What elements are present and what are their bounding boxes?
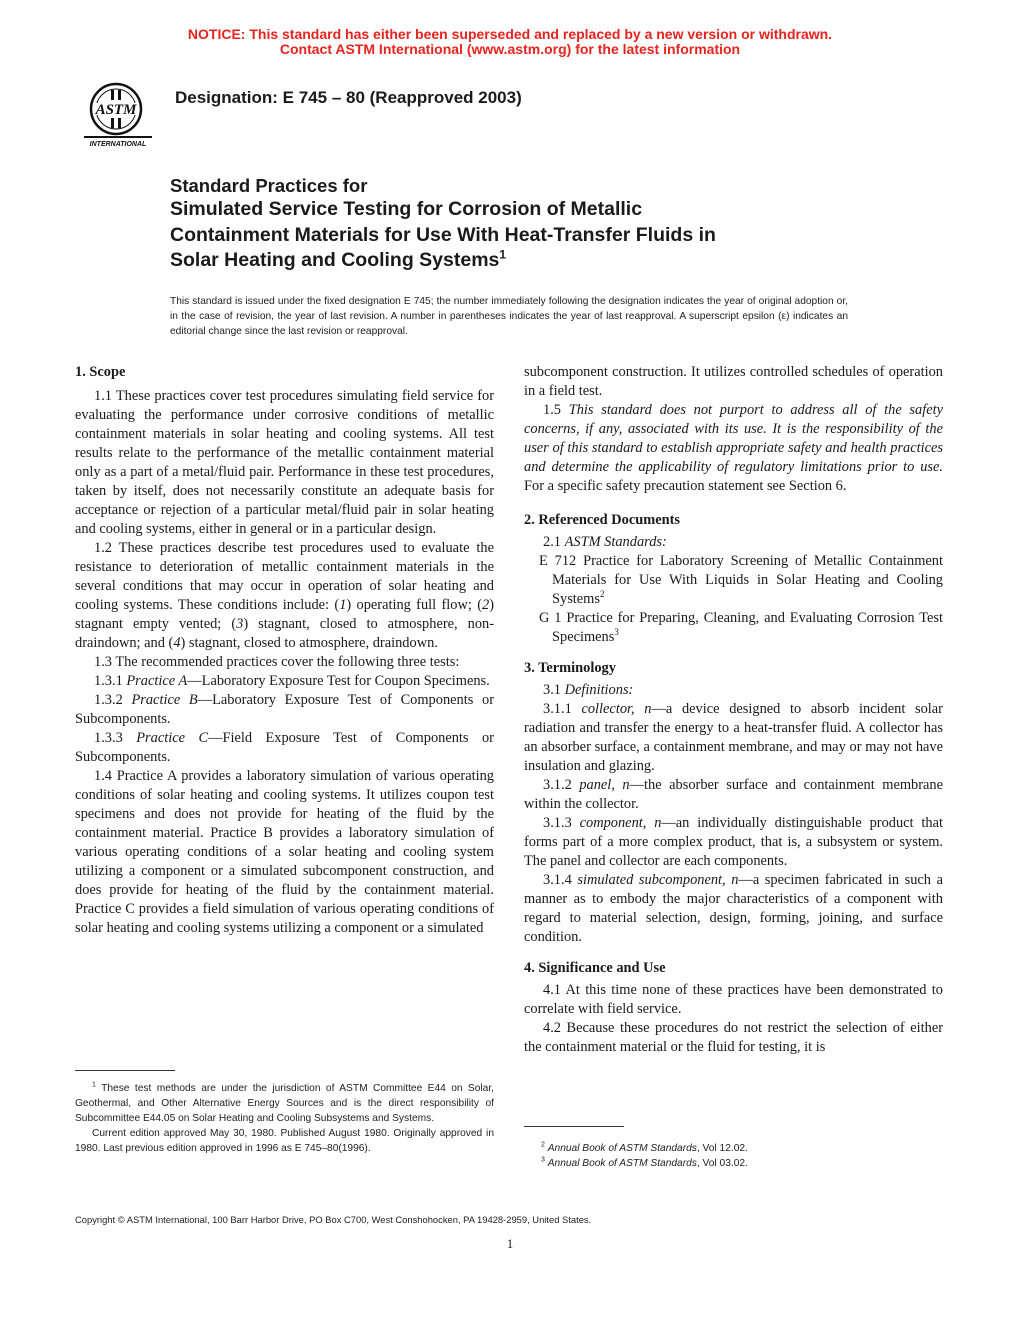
para-1-3-3	[75, 729, 494, 767]
definition-panel-term: panel, n	[579, 777, 630, 793]
footnote-2-title: Annual Book of ASTM Standards	[547, 1143, 697, 1154]
practice-b-label: Practice B	[131, 692, 198, 708]
para-3-1-number: 3.1	[543, 682, 565, 698]
title-line-4	[170, 248, 890, 274]
practice-a-label: Practice A	[126, 673, 188, 689]
para-1-2-text-d: ) stagnant, closed to atmosphere, non-draindown; and (	[75, 616, 494, 651]
reference-e712	[524, 552, 943, 609]
logo-text: ASTM	[95, 102, 137, 118]
astm-logo-icon	[76, 76, 160, 148]
section-heading-significance: 4. Significance and Use	[524, 960, 666, 976]
issuance-note: This standard is issued under the fixed designation E 745; the number immediately following the designation indicates the year of original adoption or, in the case of revision, the year of last revision. A number in parentheses indicates the year of last reapproval. A superscript epsilon (ε) indicates an editorial change since the last revision or reapproval.	[170, 296, 848, 337]
footnote-2-text: , Vol 12.02.	[696, 1143, 748, 1154]
footnote-3-text: , Vol 03.02.	[696, 1158, 748, 1169]
definition-collector-number: 3.1.1	[543, 701, 582, 717]
para-1-5-number: 1.5	[543, 402, 569, 418]
footnote-3-number: 3	[541, 1156, 545, 1164]
definition-collector	[524, 700, 943, 776]
para-1-3-2	[75, 691, 494, 729]
footnote-3-title: Annual Book of ASTM Standards	[547, 1158, 697, 1169]
definitions-label: Definitions:	[564, 682, 634, 698]
title-line-2: Simulated Service Testing for Corrosion of Metallic	[170, 198, 643, 220]
footnote-1	[75, 1081, 494, 1126]
reference-g1-text: G 1 Practice for Preparing, Cleaning, and Evaluating Corrosion Test Specimens	[539, 610, 943, 645]
reference-g1	[524, 609, 943, 647]
condition-number-1: 1	[339, 597, 347, 613]
definition-component	[524, 814, 943, 871]
definition-simulated-subcomponent-number: 3.1.4	[543, 872, 578, 888]
section-heading-terminology: 3. Terminology	[524, 660, 616, 676]
practice-c-label: Practice C	[136, 730, 209, 746]
footnote-rule-right	[524, 1126, 624, 1127]
notice-line-1: NOTICE: This standard has either been superseded and replaced by a new version or withdrawn.	[187, 26, 833, 42]
section-heading-scope: 1. Scope	[75, 364, 126, 380]
definition-simulated-subcomponent	[524, 871, 943, 947]
para-1-3: 1.3 The recommended practices cover the following three tests:	[94, 654, 460, 670]
astm-logo	[76, 76, 160, 148]
definition-simulated-subcomponent-text: —a specimen fabricated in such a manner as to embody the major characteristics of a component with regard to material selection, design, forming, joining, and surface condition.	[524, 872, 943, 945]
section-heading-referenced-documents: 2. Referenced Documents	[524, 512, 680, 528]
copyright-line: Copyright © ASTM International, 100 Barr Harbor Drive, PO Box C700, West Conshohocken, PA 19428-2959, United States.	[75, 1214, 592, 1225]
reference-e712-text: E 712 Practice for Laboratory Screening of Metallic Containment Materials for Use With Liquids in Solar Heating and Cooling Systems	[539, 553, 943, 607]
para-1-5	[524, 401, 943, 496]
definition-collector-text: —a device designed to absorb incident solar radiation and transfer the energy to a heat-transfer fluid. A collector has an absorber surface, a containment membrane, and may or may not have insulation and glazing.	[524, 701, 943, 774]
footnote-1-number: 1	[92, 1081, 96, 1089]
astm-standards-label: ASTM Standards:	[564, 534, 667, 550]
footnote-3	[524, 1156, 943, 1171]
para-1-2	[75, 539, 494, 653]
condition-number-4: 4	[173, 635, 181, 651]
footnote-2	[524, 1141, 943, 1156]
definition-panel-text: —the absorber surface and containment membrane within the collector.	[524, 777, 944, 812]
para-1-5-text: For a specific safety precaution statement see Section 6.	[524, 478, 847, 494]
definition-component-number: 3.1.3	[543, 815, 580, 831]
definition-panel	[524, 776, 943, 814]
logo-subtext: INTERNATIONAL	[89, 141, 147, 148]
para-1-3-3-text: —Field Exposure Test of Components or Subcomponents.	[75, 730, 494, 765]
page-number: 1	[506, 1236, 514, 1251]
title-line-4-text: Solar Heating and Cooling Systems	[170, 249, 500, 271]
definition-collector-term: collector, n	[581, 701, 652, 717]
condition-number-3: 3	[236, 616, 244, 632]
footnote-1-edition: Current edition approved May 30, 1980. Published August 1980. Originally approved in 1980. Last previous edition approved in 1996 as E 745–80(1996).	[75, 1128, 494, 1154]
title-line-1: Standard Practices for	[170, 175, 368, 196]
para-1-3-3-number: 1.3.3	[94, 730, 137, 746]
para-1-4: 1.4 Practice A provides a laboratory simulation of various operating conditions of solar heating and cooling systems. It utilizes coupon test specimens and does not provide for heating of the fluid by the containment material. Practice B provides a laboratory simulation of various operating conditions of a solar heating and cooling system utilizing a component or a simulated subcomponent construction, and does provide for heating of the fluid by the containment material. Practice C provides a field simulation of various operating conditions of solar heating and cooling systems utilizing a component or a simulated	[75, 768, 494, 936]
para-1-3-1-number: 1.3.1	[94, 673, 127, 689]
footnote-1-text: These test methods are under the jurisdiction of ASTM Committee E44 on Solar, Geothermal, and Other Alternative Energy Sources and is the direct responsibility of Subcommittee E44.05 on Solar Heating and Cooling Subsystems and Systems.	[75, 1083, 494, 1124]
para-1-2-text-b: ) operating full flow; (	[346, 597, 482, 613]
title-line-3: Containment Materials for Use With Heat-Transfer Fluids in	[170, 223, 716, 246]
para-2-1	[524, 533, 943, 552]
para-4-2: 4.2 Because these procedures do not restrict the selection of either the containment material or the fluid for testing, it is	[524, 1020, 943, 1055]
supersession-notice	[0, 27, 1020, 57]
footnote-rule-left	[75, 1070, 175, 1071]
definition-simulated-subcomponent-term: simulated subcomponent, n	[577, 872, 739, 888]
para-2-1-number: 2.1	[543, 534, 565, 550]
para-1-2-text-c: ) stagnant empty vented; (	[75, 597, 494, 632]
definition-panel-number: 3.1.2	[543, 777, 580, 793]
right-column	[524, 363, 943, 1057]
reference-g1-footnote-ref: 3	[614, 627, 619, 638]
definition-component-term: component, n	[579, 815, 662, 831]
safety-statement: This standard does not purport to address all of the safety concerns, if any, associated with its use. It is the responsibility of the user of this standard to establish appropriate safety and health practices and determine the applicability of regulatory limitations prior to use.	[524, 402, 943, 475]
para-1-2-text-e: ) stagnant, closed to atmosphere, draindown.	[180, 635, 438, 651]
left-column	[75, 363, 494, 938]
para-1-2-text-a: 1.2 These practices describe test procedures used to evaluate the resistance to deterioration of metallic containment materials in the several conditions that may occur in operation of solar heating and cooling systems. These conditions include: (	[75, 540, 494, 613]
notice-line-2: Contact ASTM International (www.astm.org) for the latest information	[279, 41, 741, 57]
para-1-4-continued: subcomponent construction. It utilizes controlled schedules of operation in a field test.	[524, 364, 943, 399]
para-4-1: 4.1 At this time none of these practices have been demonstrated to correlate with field service.	[524, 982, 943, 1017]
title-footnote-ref: 1	[499, 247, 507, 262]
designation: Designation: E 745 – 80 (Reapproved 2003)	[175, 88, 522, 107]
definition-component-text: —an individually distinguishable product that forms part of a more complex product, that is, a subsystem or system. The panel and collector are each components.	[524, 815, 943, 869]
footnote-2-number: 2	[541, 1141, 545, 1149]
condition-number-2: 2	[482, 597, 490, 613]
para-1-3-1-text: —Laboratory Exposure Test for Coupon Specimens.	[187, 673, 490, 689]
title-block	[170, 175, 890, 274]
footnotes-left	[75, 1081, 494, 1156]
reference-e712-footnote-ref: 2	[599, 589, 605, 600]
para-3-1	[524, 681, 943, 700]
footnotes-right	[524, 1141, 943, 1171]
para-1-3-2-text: —Laboratory Exposure Test of Components or Subcomponents.	[75, 692, 494, 727]
para-1-1: 1.1 These practices cover test procedures simulating field service for evaluating the performance under corrosive conditions of metallic containment materials in solar heating and cooling systems. All test results relate to the performance of the metallic containment material only as a part of a metal/fluid pair. Performance in these test procedures, taken by itself, does not necessarily constitute an adequate basis for acceptance or rejection of a particular metal/fluid pair in solar heating and cooling systems, either in general or in a particular design.	[75, 388, 494, 537]
para-1-3-1	[75, 672, 494, 691]
para-1-3-2-number: 1.3.2	[94, 692, 132, 708]
